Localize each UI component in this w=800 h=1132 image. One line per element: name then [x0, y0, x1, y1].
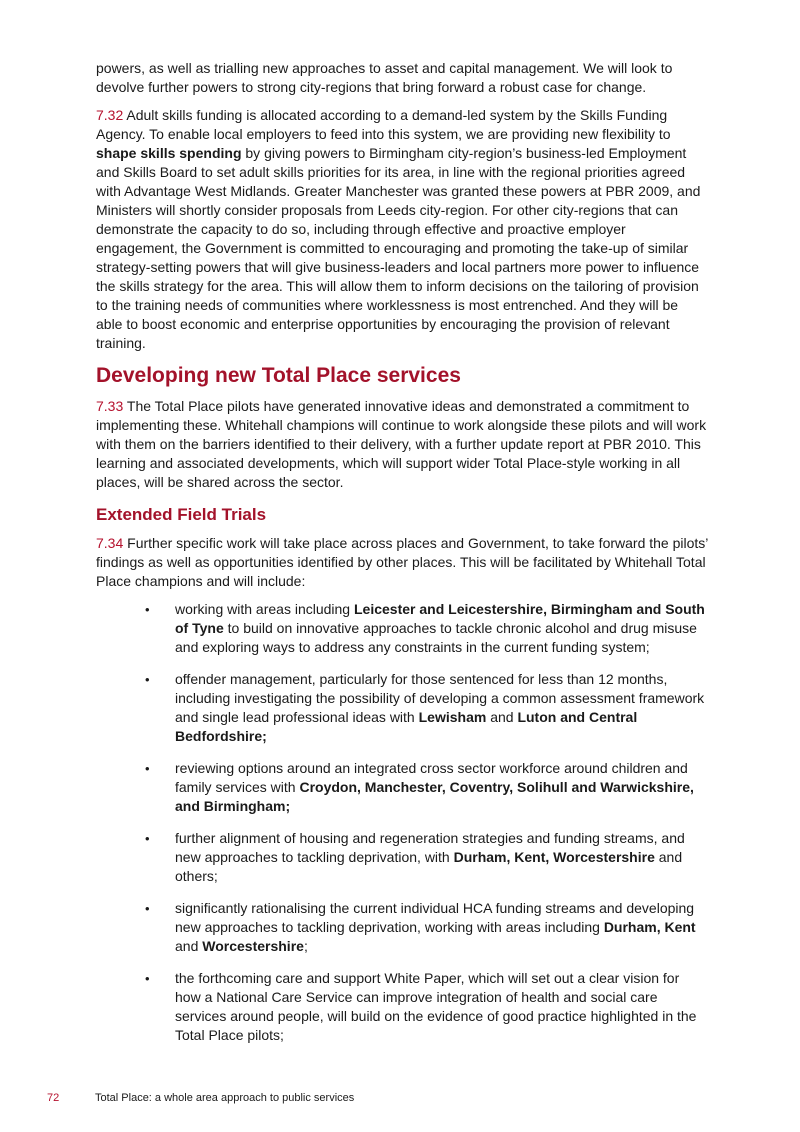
paragraph-text: Adult skills funding is allocated according to a demand-led system by the Skills Funding Agency. To enable local employers to feed into this system, we are providing new flexibility to: [96, 107, 671, 142]
subsection-heading: Extended Field Trials: [96, 505, 267, 524]
list-item: [145, 759, 708, 816]
bullet-icon: •: [145, 971, 150, 986]
bullet-icon: •: [145, 672, 150, 687]
highlight-places: Worcestershire: [202, 938, 304, 954]
bullet-icon: •: [145, 761, 150, 776]
paragraph-number: 7.32: [96, 107, 124, 123]
page-number: 72: [47, 1092, 60, 1104]
page-footer: [47, 1091, 354, 1105]
paragraph-text: The Total Place pilots have generated innovative ideas and demonstrated a commitment to implementing these. Whitehall champions will continue to work alongside these pilots and will work with them on the barriers identified to their delivery, with a further update report at PBR 2010. This learning and associated developments, which will support wider Total Place-style working in all places, will be shared across the sector.: [96, 398, 707, 490]
item-text: significantly rationalising the current individual HCA funding streams and developing new approaches to tackling deprivation, working with areas including: [175, 900, 695, 935]
list-item: [145, 670, 708, 746]
highlight-places: Luton and Central Bedfordshire;: [175, 709, 638, 744]
paragraph-7-34: [96, 534, 708, 591]
highlight-places: Lewisham: [418, 709, 487, 725]
bullet-icon: •: [145, 831, 150, 846]
highlight-places: Durham, Kent: [603, 919, 696, 935]
highlight-term: shape skills spending: [96, 145, 242, 161]
list-item: [145, 829, 708, 886]
page-body: [96, 59, 708, 1058]
intro-paragraph: [96, 59, 708, 97]
item-text: offender management, particularly for those sentenced for less than 12 months, including investigating the possibility of developing a common assessment framework and single lead professional ideas with: [175, 671, 705, 725]
item-text: the forthcoming care and support White Paper, which will set out a clear vision for how a National Care Service can improve integration of health and social care services around people, will build on the evidence of good practice highlighted in the Total Place pilots;: [175, 970, 697, 1043]
document-title: Total Place: a whole area approach to public services: [95, 1092, 355, 1104]
bullet-icon: •: [145, 602, 150, 617]
item-text: reviewing options around an integrated cross sector workforce around children and family services with: [175, 760, 688, 795]
paragraph-number: 7.34: [96, 535, 124, 551]
item-text: and: [175, 938, 203, 954]
item-text: working with areas including: [175, 601, 354, 617]
paragraph-7-32: [96, 106, 708, 353]
paragraph-text: by giving powers to Birmingham city-region’s business-led Employment and Skills Board to set adult skills priorities for its area, in line with the regional priorities agreed with Advantage West Midlands. Greater Manchester was granted these powers at PBR 2009, and Ministers will shortly consider proposals from Leeds city-region. For other city-regions that can demonstrate the capacity to do so, including through effective and proactive employer engagement, the Government is committed to encouraging and promoting the take-up of similar strategy-setting powers that will give business-leaders and local partners more power to influence the skills strategy for the area. This will allow them to inform decisions on the tailoring of provision to the training needs of communities where worklessness is most entrenched. And they will be able to boost economic and enterprise opportunities by encouraging the provision of relevant training.: [96, 145, 701, 351]
section-heading: Developing new Total Place services: [96, 364, 461, 387]
bullet-list: [96, 600, 708, 1045]
item-text: ;: [303, 938, 308, 954]
highlight-places: Croydon, Manchester, Coventry, Solihull and Warwickshire, and Birmingham;: [175, 779, 694, 814]
item-text: and: [486, 709, 518, 725]
item-text: and others;: [175, 849, 683, 884]
list-item: [145, 969, 708, 1045]
paragraph-7-33: [96, 397, 708, 492]
paragraph-text: Further specific work will take place across places and Government, to take forward the pilots’ findings as well as opportunities identified by other places. This will be facilitated by Whitehall Total Place champions and will include:: [96, 535, 708, 589]
highlight-places: Leicester and Leicestershire, Birmingham and South of Tyne: [175, 601, 705, 636]
list-item: [145, 600, 708, 657]
paragraph-number: 7.33: [96, 398, 124, 414]
list-item: [145, 899, 708, 956]
item-text: further alignment of housing and regeneration strategies and funding streams, and new approaches to tackling deprivation, with: [175, 830, 685, 865]
bullet-icon: •: [145, 901, 150, 916]
highlight-places: Durham, Kent, Worcestershire: [453, 849, 655, 865]
item-text: to build on innovative approaches to tackle chronic alcohol and drug misuse and exploring ways to address any constraints in the current funding system;: [175, 620, 697, 655]
intro-text: powers, as well as trialling new approaches to asset and capital management. We will look to devolve further powers to strong city-regions that bring forward a robust case for change.: [96, 60, 673, 95]
